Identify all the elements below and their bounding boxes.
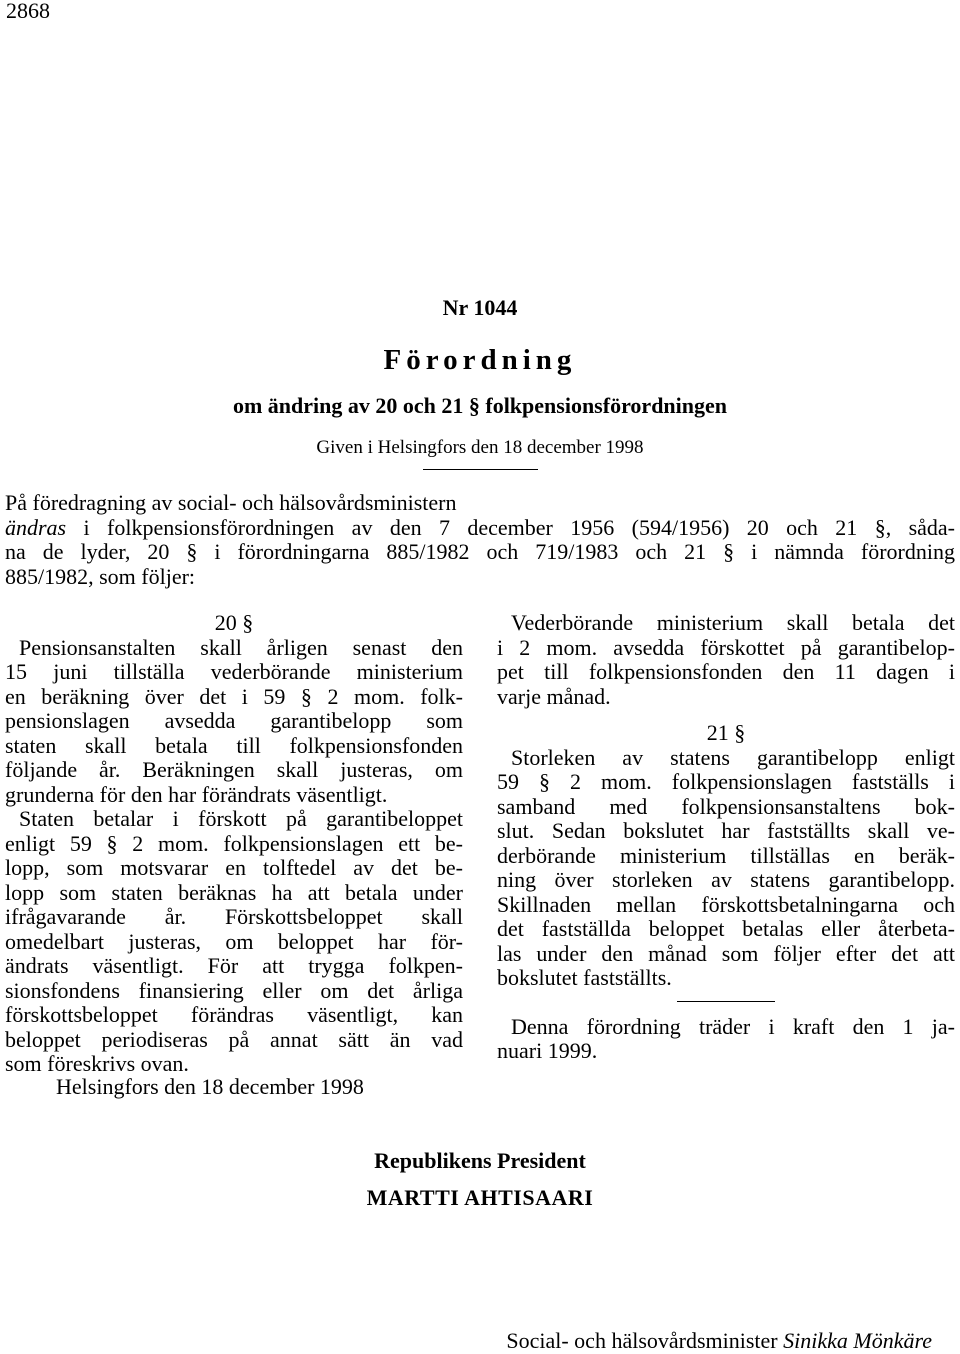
text-line: ifrågavarande år. Förskottsbeloppet skall: [5, 904, 463, 929]
given-date: Given i Helsingfors den 18 december 1998: [316, 437, 644, 458]
place-date: Helsingfors den 18 december 1998: [56, 1074, 364, 1099]
text-line: Skillnaden mellan förskottsbetalningarna och: [497, 891, 955, 917]
statute-number: Nr 1044: [442, 295, 518, 320]
section-heading-21: 21 §: [706, 720, 746, 745]
preamble-line: 885/1982, som följer:: [5, 563, 196, 589]
text-line: bokslutet fastställts.: [497, 965, 672, 990]
text-line: det fastställda beloppet betalas eller återbeta-: [497, 916, 955, 941]
minister-title: Social- och hälsovårdsminister: [506, 1328, 778, 1353]
text-line: Staten betalar i förskott på garantibeloppet: [19, 806, 463, 831]
text-line: Pensionsanstalten skall årligen senast den: [19, 634, 463, 660]
preamble-line: [5, 516, 955, 541]
preamble-line: På föredragning av social- och hälsovårdsministern: [5, 490, 457, 515]
text-line: beloppet periodiseras på annat sätt än vad: [5, 1026, 463, 1052]
president-name: MARTTI AHTISAARI: [366, 1185, 594, 1210]
minister-name: Sinikka Mönkäre: [783, 1328, 932, 1353]
section-heading-20: 20 §: [214, 610, 254, 635]
text-line: omedelbart justeras, om beloppet har för-: [5, 928, 463, 954]
text-line: som föreskrivs ovan.: [5, 1051, 189, 1076]
preamble-amend-word: ändras: [5, 514, 67, 540]
spacer: [497, 991, 955, 1015]
right-column: [497, 611, 955, 1064]
text-line: en beräkning över det i 59 § 2 mom. folk-: [5, 683, 463, 709]
text-line: varje månad.: [497, 683, 611, 709]
text-line: 15 juni tillställa vederbörande ministerium: [5, 659, 463, 684]
text-line: ändrats väsentligt. För att trygga folkpen-: [5, 953, 463, 978]
document-title: Förordning: [383, 344, 577, 376]
text-line: Denna förordning träder i kraft den 1 ja-: [511, 1013, 955, 1039]
text-line: las under den månad som följer efter det att: [497, 940, 955, 966]
text-line: pet till folkpensionsfonden den 11 dagen i: [497, 659, 955, 684]
text-line: samband med folkpensionsanstaltens bok-: [497, 793, 955, 819]
text-line: i 2 mom. avsedda förskottet på garantibelop-: [497, 634, 955, 660]
text-line: 59 § 2 mom. folkpensionslagen fastställs i: [497, 769, 955, 794]
header-divider: [423, 469, 538, 470]
text-line: slut. Sedan bokslutet har fastställts skall ve-: [497, 818, 955, 843]
preamble: [5, 491, 955, 589]
text-line: lopp som staten beräknas ha att betala under: [5, 879, 463, 905]
text-line: pensionslagen avsedda garantibelopp som: [5, 708, 463, 733]
document-subtitle: om ändring av 20 och 21 § folkpensionsförordningen: [232, 393, 728, 418]
left-column: [5, 611, 463, 1077]
preamble-line-rest: i folkpensionsförordningen av den 7 december 1956 (594/1956) 20 och 21 §, såda-: [66, 514, 955, 540]
text-line: förskottsbeloppet förändras väsentligt, kan: [5, 1002, 463, 1027]
page-number: 2868: [6, 0, 50, 23]
text-line: Storleken av statens garantibelopp enligt: [511, 744, 955, 770]
text-line: ning över storleken av statens garantibelopp.: [497, 867, 955, 892]
text-line: staten skall betala till folkpensionsfonden: [5, 732, 463, 758]
text-line: nuari 1999.: [497, 1038, 598, 1063]
text-line: enligt 59 § 2 mom. folkpensionslagen ett be-: [5, 830, 463, 856]
text-line: Vederbörande ministerium skall betala det: [511, 610, 955, 635]
president-title: Republikens President: [374, 1148, 586, 1173]
text-line: grunderna för den har förändrats väsentligt.: [5, 781, 388, 807]
preamble-line: na de lyder, 20 § i förordningarna 885/1982 och 719/1983 och 21 § i nämnda förordning: [5, 539, 955, 564]
closing-divider: [677, 1001, 775, 1002]
text-line: lopp, som motsvarar en tolftedel av det be-: [5, 855, 463, 880]
text-line: sionsfondens finansiering eller om det årliga: [5, 977, 463, 1003]
text-line: följande år. Beräkningen skall justeras, om: [5, 757, 463, 782]
text-line: derbörande ministerium tillställas en beräk-: [497, 842, 955, 868]
minister-signature: [506, 1328, 932, 1354]
